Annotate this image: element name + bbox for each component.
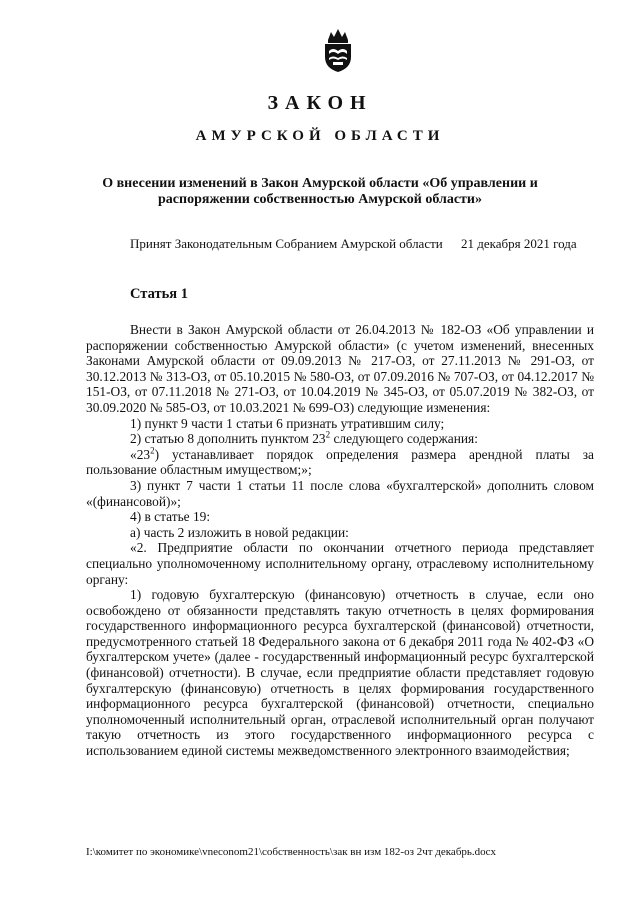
adoption-text: Принят Законодательным Собранием Амурской области xyxy=(130,236,443,251)
adoption-date: 21 декабря 2021 года xyxy=(461,236,577,251)
amendment-item-2: 2) статью 8 дополнить пунктом $23^2$ следующего содержания: xyxy=(130,429,478,447)
law-title: ЗАКОН xyxy=(267,92,373,114)
article-body xyxy=(86,322,594,759)
region-title: АМУРСКОЙ ОБЛАСТИ xyxy=(195,128,445,144)
file-path-footer: I:\комитет по экономике\vneconom21\собственность\зак вн изм 182-оз 2чт декабрь.docx xyxy=(86,846,497,858)
article-intro: Внести в Закон Амурской области от 26.04.2013 № 182-ОЗ «Об управлении и распоряжении собственностью Амурской области» (с учетом изменений, внесенных Законами Амурской области от 09.09.2013 № 217-ОЗ, от 27.11.2013 № 291-ОЗ, от 30.12.2013 № 313-ОЗ, от 05.10.2015 № 580-ОЗ, от 07.09.2016 № 707-ОЗ, от 04.12.2017 № 151-ОЗ, от 07.11.2018 № 271-ОЗ, от 10.04.2019 № 345-ОЗ, от 05.07.2019 № 382-ОЗ, от 30.09.2020 № 585-ОЗ, от 10.03.2021 № 699-ОЗ) следующие изменения: xyxy=(86,322,594,415)
amendment-item-4: 4) в статье 19: xyxy=(130,509,211,525)
article-heading: Статья 1 xyxy=(130,286,188,302)
law-subject: О внесении изменений в Закон Амурской области «Об управлении и распоряжении собственностью Амурской области» xyxy=(102,176,538,207)
amendment-item-3: 3) пункт 7 части 1 статьи 11 после слова «бухгалтерской» дополнить словом «(финансовой)»; xyxy=(86,477,594,509)
part-2-text: «2. Предприятие области по окончании отчетного периода представляет специально уполномоченному исполнительному органу, отраслевому исполнительному органу: xyxy=(86,540,594,587)
amendment-quote: «$23^2$) устанавливает порядок определения размера арендной платы за пользование областным имуществом;»; xyxy=(86,445,594,478)
amendment-item-4a: а) часть 2 изложить в новой редакции: xyxy=(130,524,349,540)
coat-of-arms-icon xyxy=(322,27,354,73)
adoption-line xyxy=(130,236,580,252)
amendment-item-1: 1) пункт 9 части 1 статьи 6 признать утратившим силу; xyxy=(130,415,445,431)
part-2-subitem-1: 1) годовую бухгалтерскую (финансовую) отчетность в случае, если оно освобождено от обязанности представлять такую отчетность в целях формирования государственного информационного ресурса бухгалтерской (финансовой) отчетности, предусмотренного статьей 18 Федерального закона от 6 декабря 2011 года № 402-ФЗ «О бухгалтерском учете» (далее - государственный информационный ресурс бухгалтерской (финансовой) отчетности). В случае, если предприятие области представляет годовую бухгалтерскую (финансовую) отчетность в целях формирования государственного информационного ресурса бухгалтерской (финансовой) отчетности, специально уполномоченный исполнительный орган, отраслевой исполнительный орган получают такую отчетность из этого государственного информационного ресурса с использованием единой системы межведомственного электронного взаимодействия; xyxy=(86,587,594,759)
